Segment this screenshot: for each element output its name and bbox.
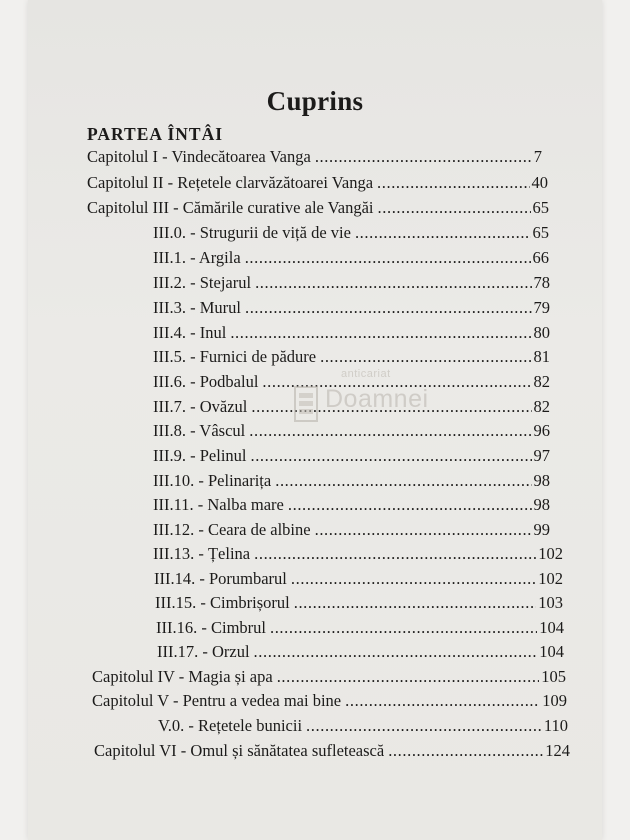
toc-entry [156,616,564,640]
toc-entry [153,469,550,493]
toc-entry-label: Capitolul II - Rețetele clarvăzătoarei Vanga [87,173,374,192]
toc-entry-label: Capitolul III - Cămările curative ale Vangăi [87,198,374,217]
toc-entry-label: III.15. - Cimbrișorul [155,593,290,612]
toc-entry-page: 40 [531,173,548,192]
toc-entry [153,542,563,566]
toc-entry-page: 97 [533,446,550,465]
dot-leader [315,145,532,169]
toc-entry [153,296,550,320]
toc-entry-page: 98 [533,471,550,490]
dot-leader [275,469,531,493]
dot-leader [355,221,531,245]
toc-entry-label: III.0. - Strugurii de viță de vie [153,223,351,242]
dot-leader [388,739,543,763]
toc-entry-page: 104 [539,618,564,637]
toc-entry [92,689,567,713]
toc-entry-label: Capitolul VI - Omul și sănătatea sufletească [94,741,385,760]
dot-leader [306,714,542,738]
toc-entry [153,493,550,517]
toc-entry-page: 109 [542,691,567,710]
toc-entry-page: 65 [532,223,549,242]
toc-entry-page: 104 [539,642,564,661]
toc-entry-page: 65 [532,198,549,217]
toc-entry-page: 124 [545,741,570,760]
toc-entry-page: 102 [538,569,563,588]
dot-leader [277,665,540,689]
toc-entry [157,640,564,664]
toc-entry-page: 82 [533,372,550,391]
toc-entry-label: III.4. - Inul [153,323,227,342]
toc-entry-label: III.10. - Pelinarița [153,471,272,490]
toc-entry-page: 105 [541,667,566,686]
toc-entry-page: 110 [543,716,568,735]
toc-entry [155,591,563,615]
book-stack-icon [293,385,319,423]
dot-leader [270,616,537,640]
toc-entry [94,739,570,763]
toc-entry-label: III.14. - Porumbarul [154,569,287,588]
toc-entry-page: 102 [538,544,563,563]
dot-leader [245,296,532,320]
toc-entry-label: III.8. - Vâscul [153,421,246,440]
toc-entry-label: III.16. - Cimbrul [156,618,266,637]
dot-leader [250,444,531,468]
dot-leader [345,689,540,713]
toc-entry-page: 78 [533,273,550,292]
toc-entry-page: 99 [533,520,550,539]
dot-leader [294,591,537,615]
toc-entry-label: III.13. - Țelina [153,544,251,563]
toc-entry-label: III.11. - Nalba mare [153,495,284,514]
toc-entry-label: III.17. - Orzul [157,642,250,661]
toc-entry [153,246,549,270]
toc-entry [153,518,550,542]
toc-entry [153,271,550,295]
toc-entry-label: Capitolul I - Vindecătoarea Vanga [87,147,311,166]
toc-entry-page: 82 [533,397,550,416]
toc-entry-page: 79 [533,298,550,317]
toc-entry-page: 98 [533,495,550,514]
book-page [28,0,602,840]
part-heading: PARTEA ÎNTÂI [87,124,224,144]
toc-entry [153,321,550,345]
toc-entry [87,196,549,220]
toc-entry [154,567,563,591]
dot-leader [245,246,531,270]
toc-entry-label: III.1. - Argila [153,248,241,267]
toc-entry-label: III.12. - Ceara de albine [153,520,311,539]
dot-leader [291,567,536,591]
toc-entry-label: Capitolul IV - Magia și apa [92,667,273,686]
toc-entry [153,444,550,468]
dot-leader [255,271,531,295]
toc-entry-page: 80 [533,323,550,342]
toc-entry-page: 103 [538,593,563,612]
toc-entry [158,714,568,738]
dot-leader [254,640,538,664]
toc-entry-label: V.0. - Rețetele bunicii [158,716,303,735]
dot-leader [288,493,532,517]
dot-leader [254,542,536,566]
toc-entry [87,171,548,195]
dot-leader [230,321,531,345]
watermark [293,365,438,435]
watermark-logo-text: Doamnei [325,385,429,413]
toc-entry-label: III.5. - Furnici de pădure [153,347,317,366]
toc-entry-label: III.2. - Stejarul [153,273,252,292]
toc-entry-label: III.3. - Murul [153,298,241,317]
toc-entry-label: Capitolul V - Pentru a vedea mai bine [92,691,342,710]
toc-entry-page: 81 [533,347,550,366]
toc-entry-page: 7 [533,147,542,166]
toc-entry-label: III.9. - Pelinul [153,446,247,465]
toc-entry [87,145,542,169]
page-title: Cuprins [266,86,364,117]
toc-entry-page: 66 [532,248,549,267]
toc-entry-page: 96 [533,421,550,440]
dot-leader [315,518,532,542]
toc-entry-label: III.6. - Podbalul [153,372,259,391]
toc-entry-label: III.7. - Ovăzul [153,397,248,416]
toc-entry [92,665,566,689]
dot-leader [377,171,529,195]
toc-entry [153,221,549,245]
watermark-small-text: anticariat [341,368,391,380]
dot-leader [378,196,531,220]
